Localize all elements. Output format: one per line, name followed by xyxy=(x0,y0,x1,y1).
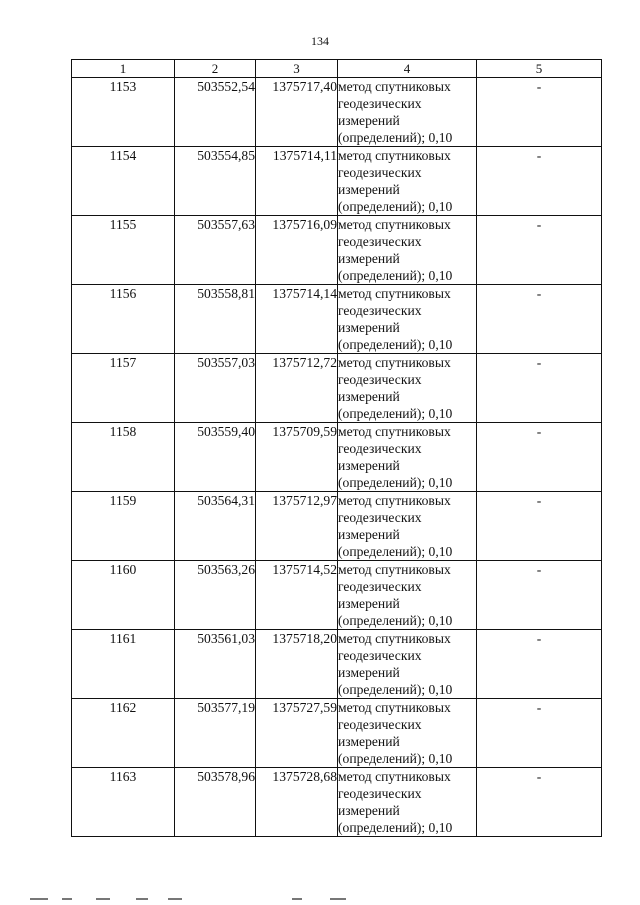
scan-artifact xyxy=(96,898,110,900)
x-coordinate: 503561,03 xyxy=(175,630,256,699)
table-header xyxy=(72,60,602,78)
table-row xyxy=(72,699,602,768)
y-coordinate: 1375714,14 xyxy=(256,285,338,354)
note: - xyxy=(477,699,602,768)
method-description: метод спутниковых геодезических измерений (определений); 0,10 xyxy=(338,354,477,423)
note: - xyxy=(477,285,602,354)
point-number: 1156 xyxy=(72,285,175,354)
method-description: метод спутниковых геодезических измерений (определений); 0,10 xyxy=(338,561,477,630)
table-row xyxy=(72,354,602,423)
point-number: 1154 xyxy=(72,147,175,216)
scan-artifact xyxy=(62,898,72,900)
method-description: метод спутниковых геодезических измерений (определений); 0,10 xyxy=(338,492,477,561)
note: - xyxy=(477,630,602,699)
table-row xyxy=(72,285,602,354)
method-description: метод спутниковых геодезических измерений (определений); 0,10 xyxy=(338,423,477,492)
x-coordinate: 503577,19 xyxy=(175,699,256,768)
table-body xyxy=(72,78,602,837)
table-row xyxy=(72,216,602,285)
method-description: метод спутниковых геодезических измерений (определений); 0,10 xyxy=(338,78,477,147)
note: - xyxy=(477,216,602,285)
scan-artifact xyxy=(292,898,302,900)
point-number: 1159 xyxy=(72,492,175,561)
note: - xyxy=(477,354,602,423)
x-coordinate: 503559,40 xyxy=(175,423,256,492)
point-number: 1160 xyxy=(72,561,175,630)
table-row xyxy=(72,492,602,561)
y-coordinate: 1375727,59 xyxy=(256,699,338,768)
point-number: 1162 xyxy=(72,699,175,768)
point-number: 1163 xyxy=(72,768,175,837)
note: - xyxy=(477,147,602,216)
note: - xyxy=(477,561,602,630)
x-coordinate: 503554,85 xyxy=(175,147,256,216)
scan-artifact xyxy=(330,898,346,900)
y-coordinate: 1375709,59 xyxy=(256,423,338,492)
header-row xyxy=(72,60,602,78)
column-header-4: 4 xyxy=(338,60,477,78)
method-description: метод спутниковых геодезических измерений (определений); 0,10 xyxy=(338,630,477,699)
table-row xyxy=(72,630,602,699)
method-description: метод спутниковых геодезических измерений (определений); 0,10 xyxy=(338,216,477,285)
scan-artifact xyxy=(136,898,148,900)
column-header-5: 5 xyxy=(477,60,602,78)
table-row xyxy=(72,78,602,147)
note: - xyxy=(477,768,602,837)
column-header-2: 2 xyxy=(175,60,256,78)
table-row xyxy=(72,768,602,837)
note: - xyxy=(477,78,602,147)
y-coordinate: 1375712,97 xyxy=(256,492,338,561)
table-row xyxy=(72,561,602,630)
x-coordinate: 503563,26 xyxy=(175,561,256,630)
method-description: метод спутниковых геодезических измерений (определений); 0,10 xyxy=(338,768,477,837)
method-description: метод спутниковых геодезических измерений (определений); 0,10 xyxy=(338,285,477,354)
y-coordinate: 1375714,11 xyxy=(256,147,338,216)
x-coordinate: 503557,03 xyxy=(175,354,256,423)
coordinates-table xyxy=(71,59,602,837)
page-number: 134 xyxy=(311,34,329,48)
note: - xyxy=(477,423,602,492)
note: - xyxy=(477,492,602,561)
table-row xyxy=(72,147,602,216)
table-row xyxy=(72,423,602,492)
method-description: метод спутниковых геодезических измерений (определений); 0,10 xyxy=(338,699,477,768)
method-description: метод спутниковых геодезических измерений (определений); 0,10 xyxy=(338,147,477,216)
point-number: 1158 xyxy=(72,423,175,492)
x-coordinate: 503552,54 xyxy=(175,78,256,147)
point-number: 1155 xyxy=(72,216,175,285)
y-coordinate: 1375717,40 xyxy=(256,78,338,147)
x-coordinate: 503578,96 xyxy=(175,768,256,837)
point-number: 1161 xyxy=(72,630,175,699)
y-coordinate: 1375712,72 xyxy=(256,354,338,423)
column-header-1: 1 xyxy=(72,60,175,78)
y-coordinate: 1375718,20 xyxy=(256,630,338,699)
scan-artifact xyxy=(30,898,48,900)
point-number: 1157 xyxy=(72,354,175,423)
point-number: 1153 xyxy=(72,78,175,147)
x-coordinate: 503558,81 xyxy=(175,285,256,354)
y-coordinate: 1375714,52 xyxy=(256,561,338,630)
column-header-3: 3 xyxy=(256,60,338,78)
y-coordinate: 1375716,09 xyxy=(256,216,338,285)
scan-artifact xyxy=(168,898,182,900)
x-coordinate: 503557,63 xyxy=(175,216,256,285)
y-coordinate: 1375728,68 xyxy=(256,768,338,837)
x-coordinate: 503564,31 xyxy=(175,492,256,561)
